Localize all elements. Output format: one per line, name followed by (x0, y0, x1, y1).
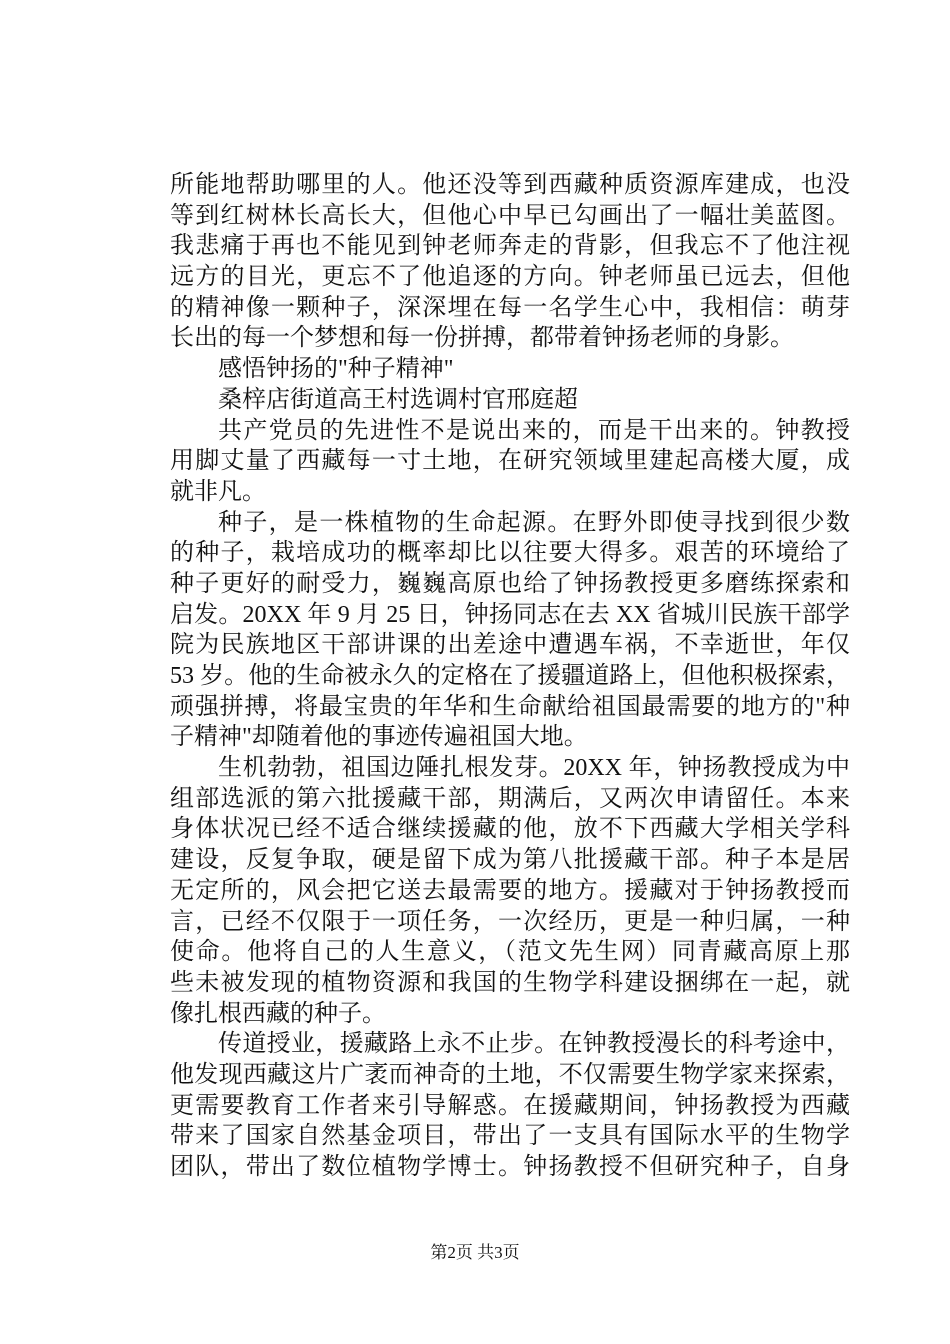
paragraph (170, 416, 850, 508)
article-title: 感悟钟扬的"种子精神" (218, 356, 454, 383)
text-line: 他发现西藏这片广袤而神奇的土地，不仅需要生物学家来探索， (170, 1061, 850, 1088)
text-line: 建设，反复争取，硬是留下成为第八批援藏干部。种子本是居 (170, 847, 850, 874)
text-line: 身体状况已经不适合继续援藏的他，放不下西藏大学相关学科 (170, 816, 850, 843)
text-line: 共产党员的先进性不是说出来的，而是干出来的。钟教授 (218, 417, 850, 444)
text-line: 启发。20XX 年 9 月 25 日，钟扬同志在去 XX 省城川民族干部学 (170, 601, 850, 628)
text-line: 的种子，栽培成功的概率却比以往要大得多。艰苦的环境给了 (170, 540, 850, 567)
text-line: 53 岁。他的生命被永久的定格在了援疆道路上，但他积极探索， (170, 663, 850, 689)
text-line: 传道授业，援藏路上永不止步。在钟教授漫长的科考途中， (218, 1031, 850, 1058)
document-body (170, 170, 850, 1183)
paragraph (170, 1029, 850, 1182)
text-line: 院为民族地区干部讲课的出差途中遭遇车祸，不幸逝世，年仅 (170, 632, 850, 659)
text-line: 用脚丈量了西藏每一寸土地，在研究领域里建起高楼大厦，成 (170, 448, 850, 475)
text-line: 使命。他将自己的人生意义，（范文先生网）同青藏高原上那 (170, 939, 850, 966)
paragraph (170, 753, 850, 1029)
text-line: 无定所的，风会把它送去最需要的地方。援藏对于钟扬教授而 (170, 877, 850, 904)
text-line: 像扎根西藏的种子。 (170, 1000, 386, 1027)
text-line: 种子，是一株植物的生命起源。在野外即使寻找到很少数 (218, 509, 850, 536)
text-line: 的精神像一颗种子，深深埋在每一名学生心中，我相信：萌芽 (170, 294, 850, 321)
text-line: 更需要教育工作者来引导解惑。在援藏期间，钟扬教授为西藏 (170, 1092, 850, 1119)
text-line: 等到红树林长高长大，但他心中早已勾画出了一幅壮美蓝图。 (170, 202, 850, 229)
text-line: 些未被发现的植物资源和我国的生物学科建设捆绑在一起，就 (170, 969, 850, 996)
text-line: 团队，带出了数位植物学博士。钟扬教授不但研究种子，自身 (170, 1154, 850, 1180)
text-line: 言，已经不仅限于一项任务，一次经历，更是一种归属，一种 (170, 908, 850, 935)
text-line: 顽强拼搏，将最宝贵的年华和生命献给祖国最需要的地方的"种 (170, 693, 850, 720)
text-line: 我悲痛于再也不能见到钟老师奔走的背影，但我忘不了他注视 (170, 233, 850, 260)
text-line: 远方的目光，更忘不了他追逐的方向。钟老师虽已远去，但他 (170, 264, 850, 291)
article-author: 桑梓店街道高王村选调村官邢庭超 (218, 386, 578, 413)
paragraph (170, 508, 850, 754)
paragraph-continued (170, 170, 850, 354)
text-line: 就非凡。 (170, 478, 266, 505)
text-line: 带来了国家自然基金项目，带出了一支具有国际水平的生物学 (170, 1123, 850, 1150)
page-number-footer: 第2页 共3页 (430, 1243, 520, 1262)
text-line: 所能地帮助哪里的人。他还没等到西藏种质资源库建成，也没 (170, 172, 850, 198)
text-line: 组部选派的第六批援藏干部，期满后，又两次申请留任。本来 (170, 785, 850, 812)
text-line: 长出的每一个梦想和每一份拼搏，都带着钟扬老师的身影。 (170, 325, 794, 352)
text-line: 生机勃勃，祖国边陲扎根发芽。20XX 年，钟扬教授成为中 (218, 755, 850, 782)
text-line: 种子更好的耐受力，巍巍高原也给了钟扬教授更多磨练探索和 (170, 570, 850, 597)
text-line: 子精神"却随着他的事迹传遍祖国大地。 (170, 724, 588, 751)
